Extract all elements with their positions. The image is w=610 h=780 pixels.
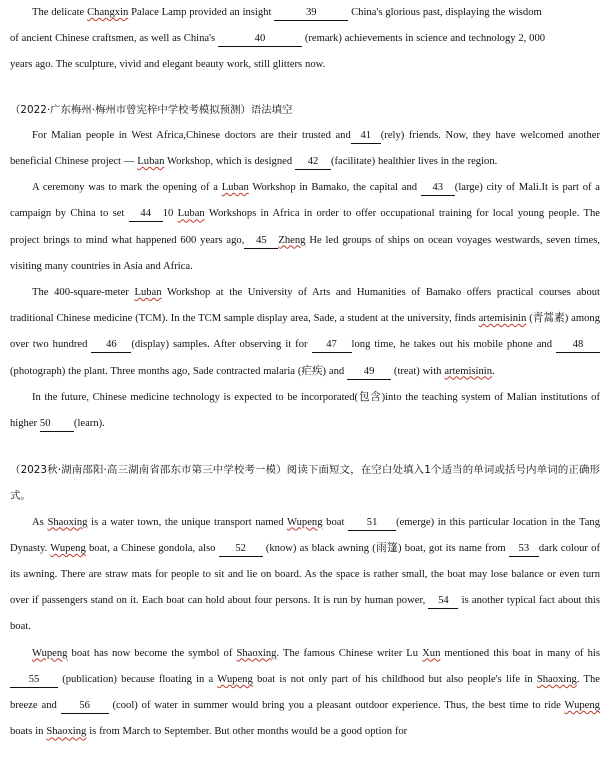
blank-55[interactable]: 55 xyxy=(10,673,58,688)
text: (treat) with xyxy=(391,365,445,377)
flagged-word: artemisinin xyxy=(478,313,527,325)
text: Workshop at the University of Arts and Humanities of Bamako offers practical courses about traditional Chinese medicine (TCM). In the TCM sample display area, Sade, a student at the university, finds xyxy=(10,287,600,325)
blank-53[interactable]: 53 xyxy=(509,542,539,557)
text: Workshop in Bamako, the capital and xyxy=(248,182,421,194)
section-3-source: （2023秋·湖南邵阳·高三湖南省邵东市第三中学校考一模）阅读下面短文，在空白处填入1个适当的单词或括号内单词的正确形式。 xyxy=(10,464,600,503)
text: . The breeze and xyxy=(10,673,600,712)
text: The 400-square-meter xyxy=(32,287,135,299)
text: (remark) achievements in science and technology 2, 000 xyxy=(301,33,546,45)
text: In the future, Chinese medicine technology is expected to be incorporated(包含)into the teaching system of Malian institutions of higher xyxy=(10,391,600,430)
text: boat, a Chinese gondola, also xyxy=(85,542,219,554)
text: mentioned this boat in many of his xyxy=(440,647,600,659)
flagged-word: Luban xyxy=(134,287,162,299)
blank-56[interactable]: 56 xyxy=(61,699,109,714)
section-2-paragraph-4 xyxy=(10,385,600,437)
flagged-word: Luban xyxy=(177,208,205,220)
text: dark colour of its awning. There are straw mats for people to sit and lie on board. As the space is rather small, the boat may lose balance or even turn over if passengers stand on it. Each boat can hold about four persons. It is run by human power, xyxy=(10,542,600,607)
section-2-paragraph-1 xyxy=(10,123,600,175)
text: . xyxy=(492,365,495,377)
flagged-word: Changxin xyxy=(87,7,129,18)
blank-46[interactable]: 46 xyxy=(91,338,131,353)
blank-52[interactable]: 52 xyxy=(219,542,263,557)
text: Workshop, which is designed xyxy=(164,156,295,168)
text: The delicate xyxy=(32,7,88,18)
text: He led groups of ships on ocean voyages westwards, seven times, visiting many countries in Asia and Africa. xyxy=(10,234,600,272)
blank-47[interactable]: 47 xyxy=(312,338,352,353)
text: is another typical fact about this boat. xyxy=(10,595,601,633)
flagged-word: Wupeng xyxy=(32,647,68,659)
text: (青蒿素) among over two hundred xyxy=(10,313,601,351)
text: (know) as black awning (雨篷) boat, got its name from xyxy=(262,542,509,554)
text: (emerge) in this particular location in the Tang Dynasty. xyxy=(10,516,600,554)
text: of ancient Chinese craftsmen, as well as China's xyxy=(10,33,218,45)
flagged-word: Wupeng xyxy=(564,700,600,712)
flagged-word: Luban xyxy=(221,182,249,194)
text: boats in xyxy=(10,726,47,738)
text: As xyxy=(32,516,48,528)
text: (cool) of water in summer would bring you a pleasant outdoor experience. Thus, the best time to ride xyxy=(108,700,565,712)
blank-39[interactable]: 39 xyxy=(274,6,348,21)
passage-1-line-1 xyxy=(10,0,600,26)
blank-40[interactable]: 40 xyxy=(218,32,302,47)
section-3-paragraph-1 xyxy=(10,510,600,641)
flagged-word: Shaoxing xyxy=(536,673,577,685)
blank-50[interactable]: 50 xyxy=(40,417,74,432)
flagged-word: artemisinin xyxy=(444,365,493,377)
text: (photograph) the plant. Three months ago, Sade contracted malaria (疟疾) and xyxy=(10,365,348,377)
text: For Malian people in West Africa,Chinese doctors are their trusted and xyxy=(32,129,351,141)
blank-48[interactable]: 48 xyxy=(556,338,600,353)
section-2-source: （2022·广东梅州·梅州市曾宪梓中学校考模拟预测）语法填空 xyxy=(10,103,293,116)
text: . The famous Chinese writer Lu xyxy=(276,647,423,659)
text: long time, he takes out his mobile phone and xyxy=(351,339,556,351)
blank-42[interactable]: 42 xyxy=(295,155,331,170)
text: (rely) friends. Now, they have welcomed another beneficial Chinese project — xyxy=(10,129,601,168)
section-2-paragraph-3 xyxy=(10,280,600,385)
flagged-word: Wupeng xyxy=(217,673,253,685)
text: China's glorious past, displaying the wisdom xyxy=(348,7,542,18)
text: (facilitate) healthier lives in the region. xyxy=(330,156,498,168)
flagged-word: Shaoxing xyxy=(47,516,88,528)
blank-43[interactable]: 43 xyxy=(421,181,455,196)
text: is from March to September. But other months would be a good option for xyxy=(86,726,408,738)
flagged-word: Shaoxing xyxy=(46,726,87,738)
text: 10 xyxy=(162,208,178,220)
blank-41[interactable]: 41 xyxy=(351,129,381,144)
text: boat is not only part of his childhood but also people's life in xyxy=(252,673,537,685)
text: (display) samples. After observing it for xyxy=(131,339,312,351)
blank-45[interactable]: 45 xyxy=(244,234,278,249)
text: is a water town, the unique transport named xyxy=(87,516,288,528)
section-3-paragraph-2 xyxy=(10,641,600,746)
flagged-word: Shaoxing xyxy=(236,647,277,659)
section-2-paragraph-2 xyxy=(10,175,600,280)
flagged-word: Luban xyxy=(137,156,165,168)
text: (learn). xyxy=(73,418,105,430)
flagged-word: Wupeng xyxy=(50,542,86,554)
passage-1-line-3: years ago. The sculpture, vivid and elegant beauty work, still glitters now. xyxy=(10,59,326,71)
blank-49[interactable]: 49 xyxy=(347,365,391,380)
text: (publication) because floating in a xyxy=(58,673,218,685)
flagged-word: Zheng xyxy=(278,234,306,246)
blank-51[interactable]: 51 xyxy=(348,516,396,531)
text: boat xyxy=(322,516,349,528)
passage-1-line-2 xyxy=(10,26,600,52)
text: (large) city of Mali.It is part of a campaign by China to set xyxy=(10,182,600,220)
blank-54[interactable]: 54 xyxy=(428,594,458,609)
text: Palace Lamp provided an insight xyxy=(128,7,275,18)
text: boat has now become the symbol of xyxy=(67,647,237,659)
flagged-word: Xun xyxy=(422,647,441,659)
text: A ceremony was to mark the opening of a xyxy=(32,182,222,194)
blank-44[interactable]: 44 xyxy=(129,207,163,222)
text: Workshops in Africa in order to offer occupational training for local young people. The project brings to mind what happened 600 years ago, xyxy=(10,208,600,246)
flagged-word: Wupeng xyxy=(287,516,323,528)
